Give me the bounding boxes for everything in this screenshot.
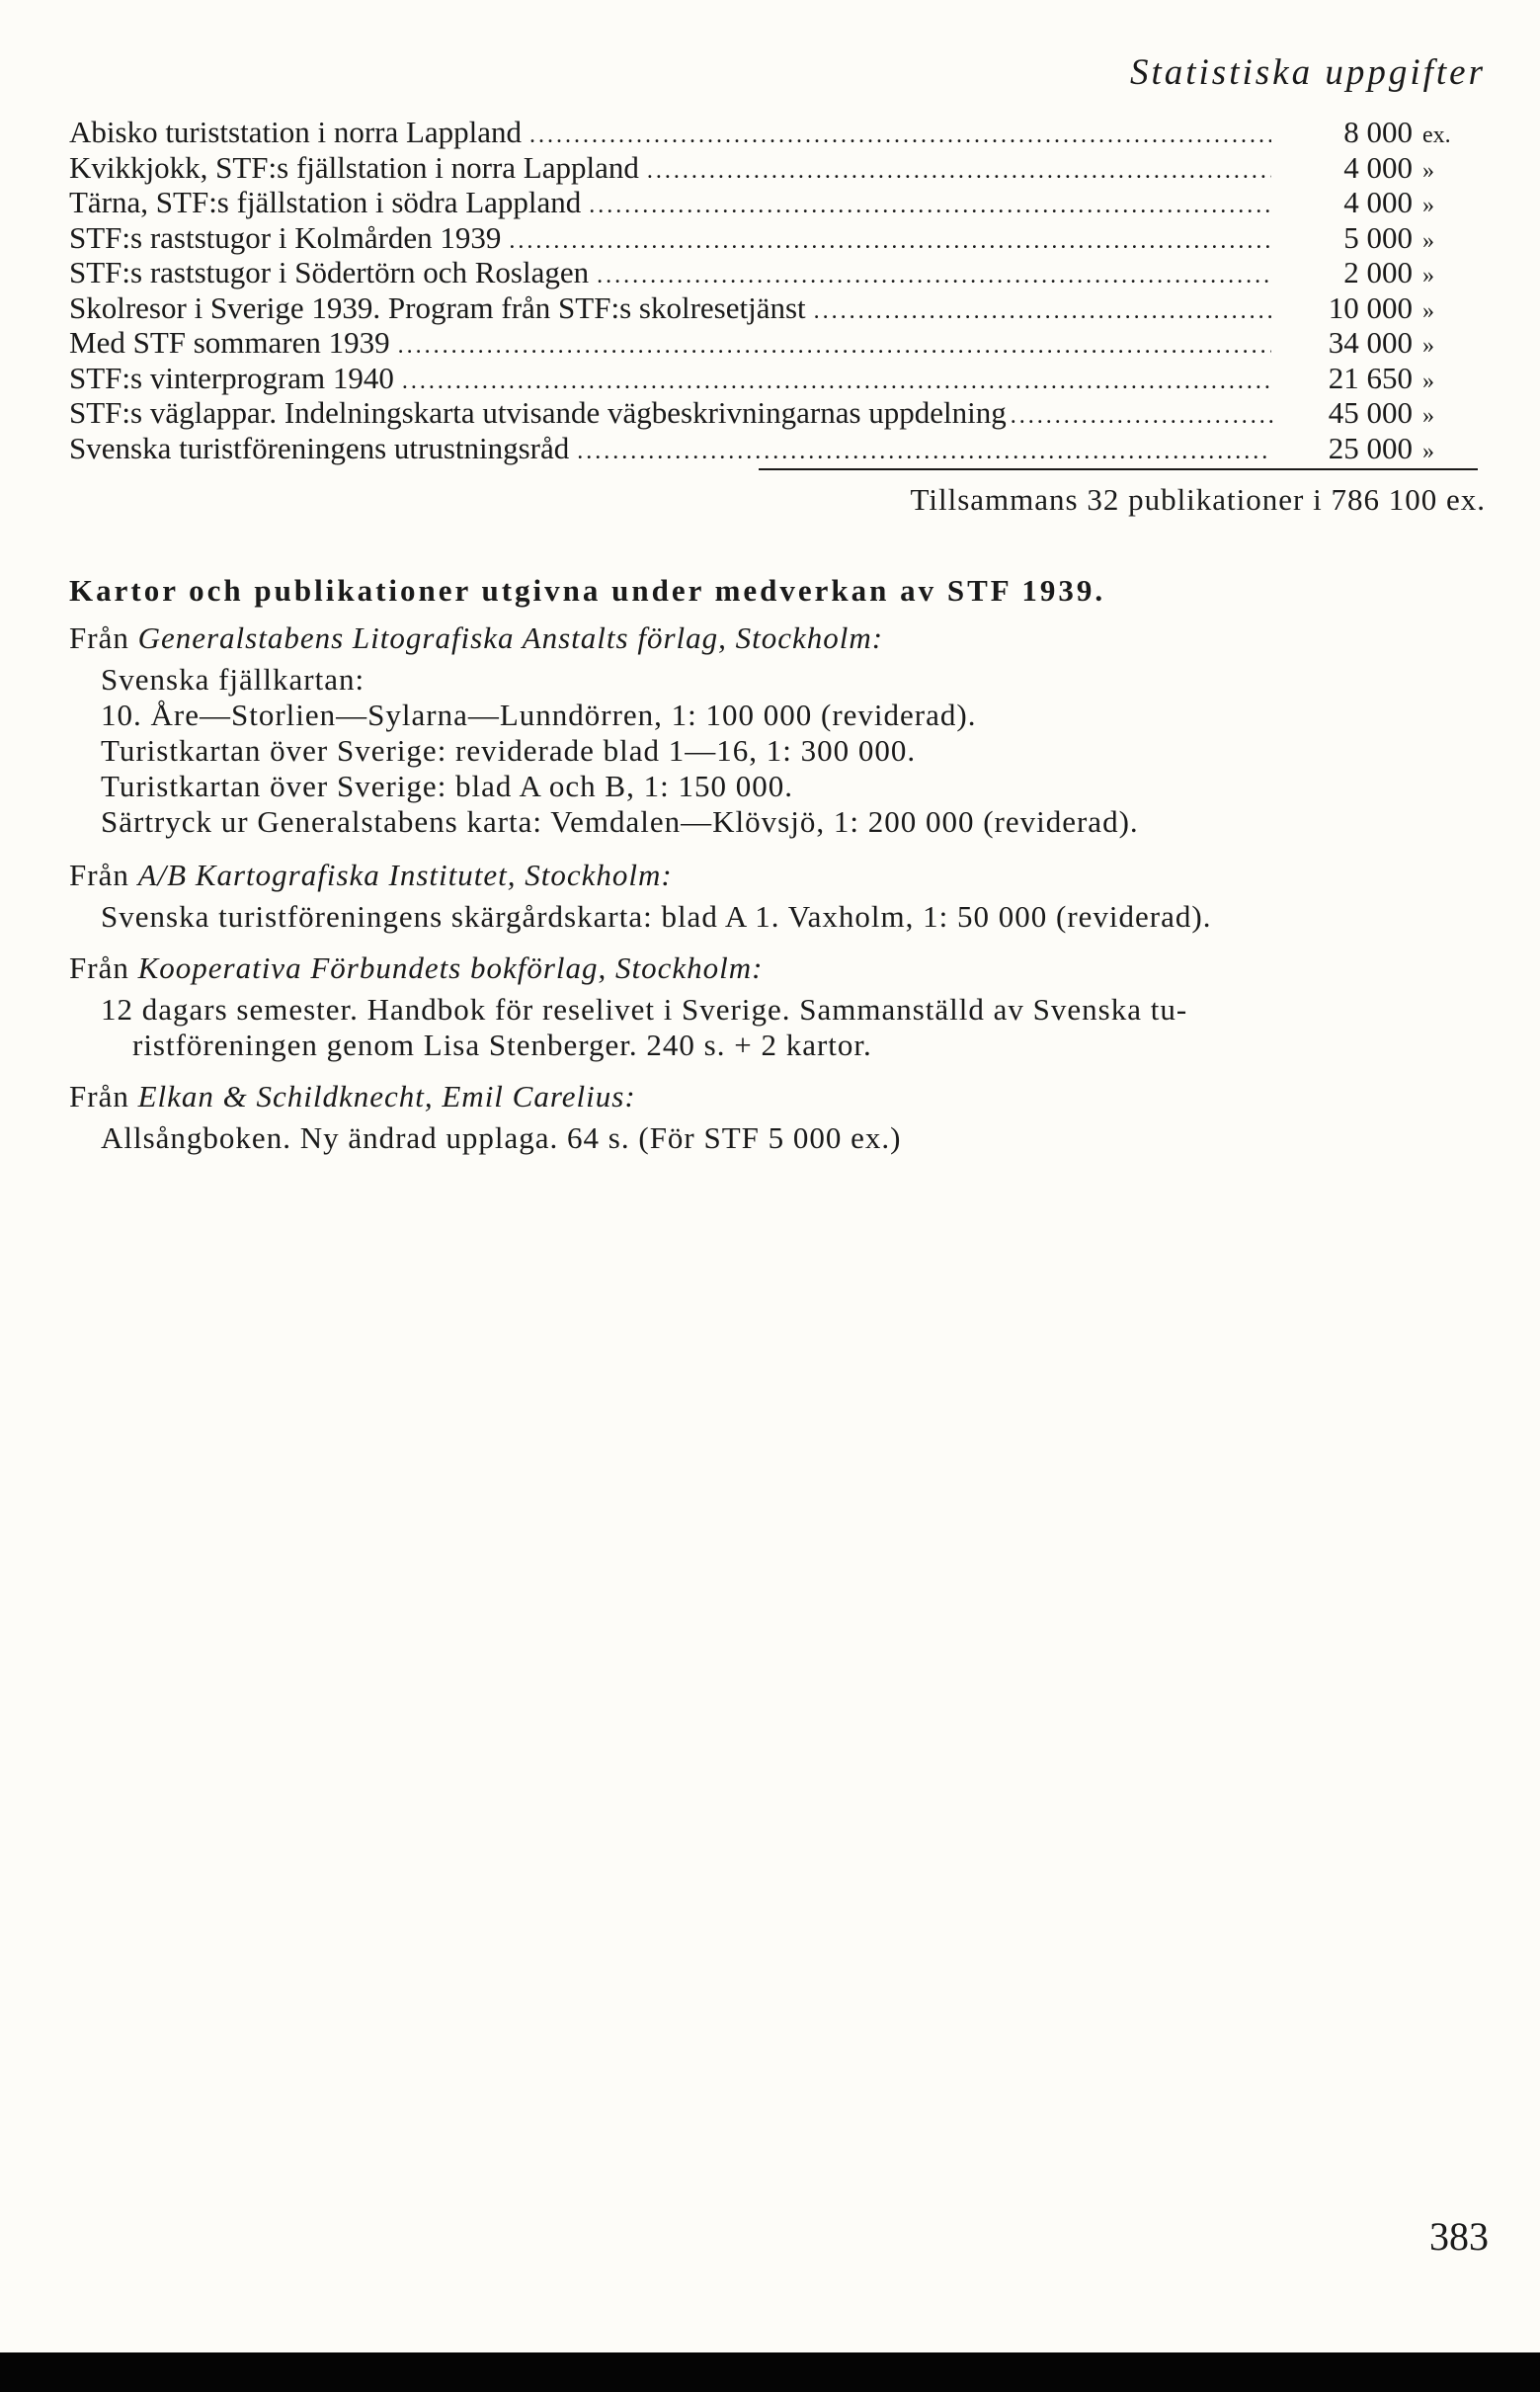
source-prefix: Från — [69, 950, 129, 985]
print-count: 4 000 — [1343, 149, 1413, 185]
unit-label: ex. — [1422, 123, 1451, 148]
table-row — [69, 185, 1477, 220]
print-count: 45 000 — [1328, 395, 1413, 430]
list-item: Svenska fjällkartan: — [101, 662, 365, 697]
print-count: 34 000 — [1328, 325, 1413, 360]
unit-label: » — [1422, 403, 1434, 429]
publisher-name: Kooperativa Förbundets bokförlag, Stockholm: — [137, 950, 764, 985]
unit-label: » — [1422, 368, 1434, 394]
list-item: 10. Åre—Storlien—Sylarna—Lunndörren, 1: 100 000 (reviderad). — [101, 698, 977, 732]
list-item: Särtryck ur Generalstabens karta: Vemdalen—Klövsjö, 1: 200 000 (reviderad). — [101, 804, 1139, 839]
dot-leader — [597, 259, 1271, 294]
table-row — [69, 150, 1477, 186]
print-count: 5 000 — [1343, 219, 1413, 255]
dot-leader — [402, 365, 1271, 400]
running-header: Statistiska uppgifter — [1129, 52, 1486, 93]
publisher-name: A/B Kartografiska Institutet, Stockholm: — [137, 858, 673, 892]
unit-label: » — [1422, 157, 1434, 184]
publication-title: Tärna, STF:s fjällstation i södra Lappland — [69, 185, 582, 219]
publications-table — [69, 115, 1477, 465]
unit-label: » — [1422, 438, 1434, 464]
list-item: Svenska turistföreningens skärgårdskarta: blad A 1. Vaxholm, 1: 50 000 (reviderad). — [101, 899, 1212, 934]
publication-title: STF:s raststugor i Kolmården 1939 — [69, 219, 502, 255]
sum-rule — [759, 468, 1478, 470]
scan-border — [0, 2352, 1540, 2392]
unit-label: » — [1422, 297, 1434, 324]
total-line: Tillsammans 32 publikationer i 786 100 ex. — [910, 482, 1486, 517]
dot-leader — [647, 154, 1271, 190]
table-row — [69, 431, 1477, 466]
dot-leader — [529, 119, 1271, 154]
publisher-name: Elkan & Schildknecht, Emil Carelius: — [137, 1079, 636, 1114]
list-item: Turistkartan över Sverige: reviderade blad 1—16, 1: 300 000. — [101, 733, 917, 768]
section-heading: Kartor och publikationer utgivna under medverkan av STF 1939. — [69, 573, 1106, 608]
dot-leader — [398, 329, 1271, 365]
dot-leader — [814, 294, 1271, 330]
publisher-name: Generalstabens Litografiska Anstalts förlag, Stockholm: — [137, 620, 884, 655]
print-count: 8 000 — [1343, 115, 1413, 149]
page-number: 383 — [1429, 2214, 1489, 2259]
source-heading — [69, 620, 883, 656]
dot-leader — [577, 435, 1271, 470]
table-row — [69, 290, 1477, 326]
publication-title: STF:s vinterprogram 1940 — [69, 360, 394, 395]
source-prefix: Från — [69, 620, 129, 655]
print-count: 10 000 — [1328, 289, 1413, 325]
source-heading — [69, 1079, 636, 1114]
publication-title: STF:s raststugor i Södertörn och Roslagen — [69, 255, 590, 289]
table-row — [69, 115, 1477, 150]
publication-title: Med STF sommaren 1939 — [69, 325, 390, 360]
publication-title: STF:s väglappar. Indelningskarta utvisande vägbeskrivningarnas uppdelning — [69, 395, 1007, 430]
print-count: 2 000 — [1343, 255, 1413, 289]
unit-label: » — [1422, 227, 1434, 254]
print-count: 4 000 — [1343, 185, 1413, 219]
dot-leader — [509, 224, 1271, 260]
source-prefix: Från — [69, 858, 129, 892]
print-count: 25 000 — [1328, 430, 1413, 465]
source-heading — [69, 950, 764, 986]
unit-label: » — [1422, 333, 1434, 359]
publication-title: Kvikkjokk, STF:s fjällstation i norra Lappland — [69, 149, 639, 185]
source-heading — [69, 858, 673, 893]
source-prefix: Från — [69, 1079, 129, 1114]
publication-title: Skolresor i Sverige 1939. Program från STF:s skolresetjänst — [69, 289, 806, 325]
publication-title: Svenska turistföreningens utrustningsråd — [69, 430, 570, 465]
list-item: 12 dagars semester. Handbok för reselivet i Sverige. Sammanställd av Svenska tu- — [101, 992, 1188, 1027]
unit-label: » — [1422, 263, 1434, 289]
list-item: Turistkartan över Sverige: blad A och B, 1: 150 000. — [101, 769, 793, 803]
dot-leader — [1011, 399, 1275, 435]
publication-title: Abisko turiststation i norra Lappland — [69, 115, 523, 149]
dot-leader — [589, 189, 1271, 224]
table-row — [69, 361, 1477, 396]
print-count: 21 650 — [1328, 360, 1413, 395]
list-item: Allsångboken. Ny ändrad upplaga. 64 s. (För STF 5 000 ex.) — [101, 1120, 902, 1155]
table-row — [69, 255, 1477, 290]
list-item-continuation: ristföreningen genom Lisa Stenberger. 240 s. + 2 kartor. — [132, 1028, 872, 1062]
unit-label: » — [1422, 193, 1434, 218]
table-row — [69, 395, 1477, 431]
table-row — [69, 325, 1477, 361]
table-row — [69, 220, 1477, 256]
